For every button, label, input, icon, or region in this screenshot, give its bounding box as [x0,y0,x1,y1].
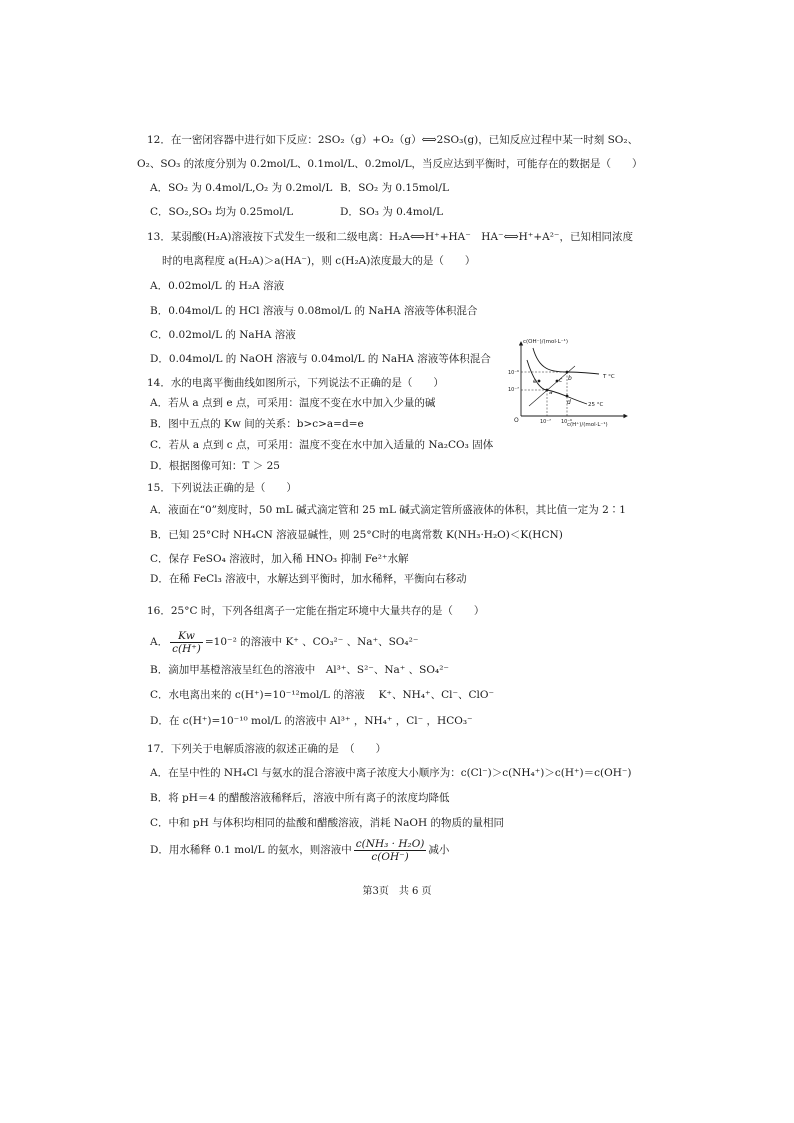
q14-option-a: A．若从 a 点到 e 点，可采用：温度不变在水中加入少量的碱 [150,397,436,409]
point-e [538,380,541,383]
q17-stem: 17．下列关于电解质溶液的叙述正确的是 （ ） [147,743,387,755]
water-ionization-graph [505,336,633,432]
q12-stem-line2: O₂、SO₃ 的浓度分别为 0.2mol/L、0.1mol/L、0.2mol/L，当反应达到平衡时，可能存在的数据是（ ） [137,158,643,170]
point-b-label: b [568,375,572,382]
q14-option-d: D．根据图像可知：T ＞ 25 [150,460,280,472]
q12-option-c: C．SO₂,SO₃ 均为 0.25mol/L [150,206,294,218]
q13-option-c: C．0.02mol/L 的 NaHA 溶液 [150,329,296,341]
q17-option-b: B．将 pH＝4 的醋酸溶液稀释后，溶液中所有离子的浓度均降低 [150,792,450,804]
q17-option-d [150,836,449,864]
point-d [566,395,569,398]
q16-stem: 16．25°C 时，下列各组离子一定能在指定环境中大量共存的是（ ） [147,605,485,617]
curve-25-label: 25 °C [588,402,604,408]
q16-option-a-fraction [170,630,203,655]
q14-stem: 14．水的电离平衡曲线如图所示，下列说法不正确的是（ ） [147,377,444,389]
q16-fraction-denominator: c(H⁺) [172,642,201,655]
y-axis-label: c(OH⁻)/(mol·L⁻¹) [523,339,568,345]
x-axis-label: c(H⁺)/(mol·L⁻¹) [567,422,608,428]
q14-option-c: C．若从 a 点到 c 点，可采用：温度不变在水中加入适量的 Na₂CO₃ 固体 [150,439,494,451]
q16-fraction-numerator: Kw [170,630,203,643]
origin-label: O [514,417,519,424]
q15-option-b: B．已知 25°C时 NH₄CN 溶液显碱性，则 25°C时的电离常数 K(NH₃·H₂O)＜K(HCN) [150,529,563,541]
q12-option-b: B．SO₂ 为 0.15mol/L [340,182,449,194]
q16-option-a [150,628,418,656]
q16-option-d: D．在 c(H⁺)=10⁻¹⁰ mol/L 的溶液中 Al³⁺ ，NH₄⁺ ，Cl⁻ ，HCO₃⁻ [150,715,473,727]
q17-fraction-denominator: c(OH⁻) [371,850,409,863]
point-d-label: d [567,399,571,406]
q16-option-a-rest: =10⁻² 的溶液中 K⁺ 、CO₃²⁻ 、Na⁺、SO₄²⁻ [204,636,419,648]
q16-option-b: B．滴加甲基橙溶液呈红色的溶液中 Al³⁺、S²⁻、Na⁺ 、SO₄²⁻ [150,664,449,676]
q13-stem-line2: 时的电离程度 a(H₂A)＞a(HA⁻)，则 c(H₂A)浓度最大的是（ ） [162,255,476,267]
q17-option-d-suffix: 减小 [428,844,450,856]
point-e-label: e [533,378,537,385]
page-footer: 第3页 共 6 页 [362,886,432,897]
q16-option-c: C．水电离出来的 c(H⁺)=10⁻¹²mol/L 的溶液 K⁺、NH₄⁺、Cl⁻、ClO⁻ [150,689,495,701]
point-a [546,389,549,392]
y-tick-upper: 10⁻⁶ [508,370,520,376]
x-tick-right: 10⁻⁶ [561,419,573,425]
q12-option-d: D．SO₃ 为 0.4mol/L [340,206,443,218]
curve-t [533,348,599,374]
q15-option-a: A．液面在“0”刻度时，50 mL 碱式滴定管和 25 mL 碱式滴定管所盛液体的体积，其比值一定为 2∶1 [150,504,626,516]
q15-option-d: D．在稀 FeCl₃ 溶液中，水解达到平衡时，加水稀释，平衡向右移动 [150,573,467,585]
q14-option-b: B．图中五点的 Kw 间的关系：b>c>a=d=e [150,418,364,430]
q16-option-a-prefix: A． [150,636,169,648]
point-c-label: c [559,377,563,384]
q13-stem-line1: 13．某弱酸(H₂A)溶液按下式发生一级和二级电离：H₂A⟺H⁺+HA⁻ HA⁻⟺H⁺+A²⁻，已知相同浓度 [147,231,633,243]
q13-option-a: A．0.02mol/L 的 H₂A 溶液 [150,280,285,292]
q13-option-b: B．0.04mol/L 的 HCl 溶液与 0.08mol/L 的 NaHA 溶液等体积混合 [150,305,478,317]
q17-option-d-prefix: D．用水稀释 0.1 mol/L 的氨水，则溶液中 [150,844,352,856]
q17-option-d-fraction [354,838,427,863]
point-a-label: a [549,389,553,396]
q15-stem: 15．下列说法正确的是（ ） [147,482,297,494]
q13-option-d: D．0.04mol/L 的 NaOH 溶液与 0.04mol/L 的 NaHA 溶液等体积混合 [150,353,491,365]
curve-t-label: T °C [603,374,615,380]
q12-stem-line1: 12．在一密闭容器中进行如下反应：2SO₂（g）+O₂（g）⟺2SO₃(g)，已知反应过程中某一时刻 SO₂、 [147,134,639,146]
point-b [566,371,569,374]
q17-option-c: C．中和 pH 与体积均相同的盐酸和醋酸溶液，消耗 NaOH 的物质的量相同 [150,817,504,829]
x-tick-left: 10⁻⁷ [540,419,552,425]
q17-fraction-numerator: c(NH₃ · H₂O) [355,837,425,850]
y-tick-lower: 10⁻⁷ [508,387,520,393]
q12-option-a: A．SO₂ 为 0.4mol/L,O₂ 为 0.2mol/L [150,182,333,194]
q15-option-c: C．保存 FeSO₄ 溶液时，加入稀 HNO₃ 抑制 Fe²⁺水解 [150,553,409,565]
q17-option-a: A．在呈中性的 NH₄Cl 与氨水的混合溶液中离子浓度大小顺序为：c(Cl⁻)＞c(NH₄⁺)＞c(H⁺)＝c(OH⁻) [150,767,632,779]
point-c [556,380,559,383]
